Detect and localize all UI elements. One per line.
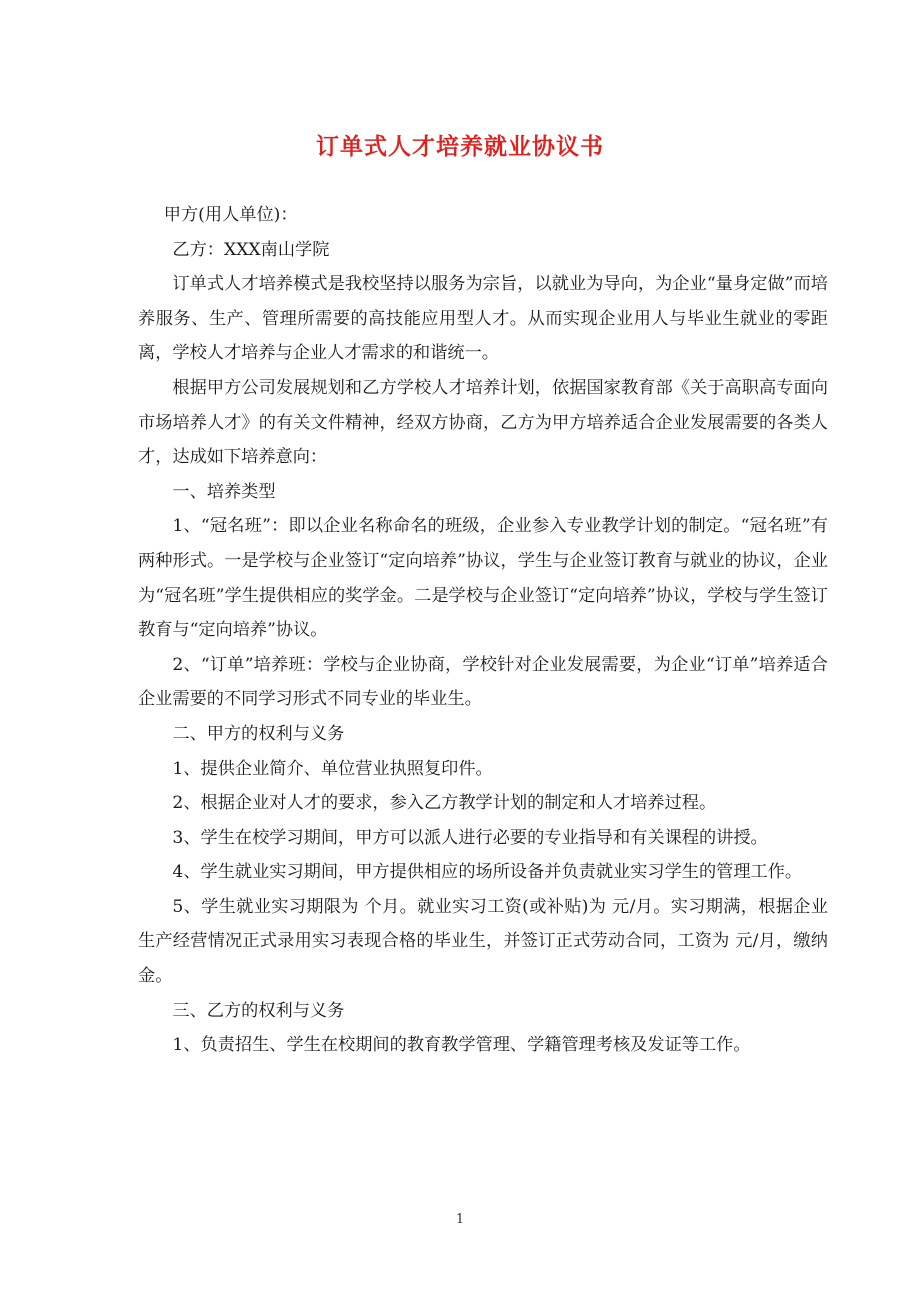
basis-paragraph: 根据甲方公司发展规划和乙方学校人才培养计划，依据国家教育部《关于高职高专面向市场培养人才》的有关文件精神，经双方协商，乙方为甲方培养适合企业发展需要的各类人才，达成如下培养意向： — [138, 377, 828, 468]
party-a-item-5: 5、学生就业实习期限为 个月。就业实习工资(或补贴)为 元/月。实习期满，根据企业生产经营情况正式录用实习表现合格的毕业生，并签订正式劳动合同，工资为 元/月，缴纳 金。 — [138, 896, 828, 987]
document-title: 订单式人才培养就业协议书 — [316, 134, 604, 160]
document-body — [138, 198, 828, 1063]
section-heading-party-a: 二、甲方的权利与义务 — [172, 723, 345, 744]
training-type-item-1: 1、“冠名班”：即以企业名称命名的班级，企业参入专业教学计划的制定。“冠名班”有两种形式。一是学校与企业签订“定向培养”协议，学生与企业签订教育与就业的协议，企业为“冠名班”学生提供相应的奖学金。二是学校与企业签订“定向培养”协议，学校与学生签订教育与“定向培养”协议。 — [138, 516, 828, 641]
party-b-line: 乙方：XXX南山学院 — [172, 239, 330, 260]
party-a-line: 甲方(用人单位)： — [163, 205, 298, 225]
party-a-item-2: 2、根据企业对人才的要求，参入乙方教学计划的制定和人才培养过程。 — [172, 793, 717, 814]
party-a-item-3: 3、学生在校学习期间，甲方可以派人进行必要的专业指导和有关课程的讲授。 — [172, 827, 768, 848]
party-a-item-4: 4、学生就业实习期间，甲方提供相应的场所设备并负责就业实习学生的管理工作。 — [172, 862, 803, 883]
party-a-item-1: 1、提供企业简介、单位营业执照复印件。 — [172, 758, 493, 779]
section-heading-training-type: 一、培养类型 — [172, 481, 276, 502]
training-type-item-2: 2、“订单”培养班：学校与企业协商，学校针对企业发展需要，为企业“订单”培养适合企业需要的不同学习形式不同专业的毕业生。 — [138, 654, 828, 710]
page-number: 1 — [455, 1212, 465, 1227]
intro-paragraph: 订单式人才培养模式是我校坚持以服务为宗旨，以就业为导向，为企业“量身定做”而培养服务、生产、管理所需要的高技能应用型人才。从而实现企业用人与毕业生就业的零距离，学校人才培养与企业人才需求的和谐统一。 — [138, 274, 828, 364]
section-heading-party-b: 三、乙方的权利与义务 — [172, 1000, 345, 1021]
party-b-item-1: 1、负责招生、学生在校期间的教育教学管理、学籍管理考核及发证等工作。 — [172, 1035, 751, 1056]
